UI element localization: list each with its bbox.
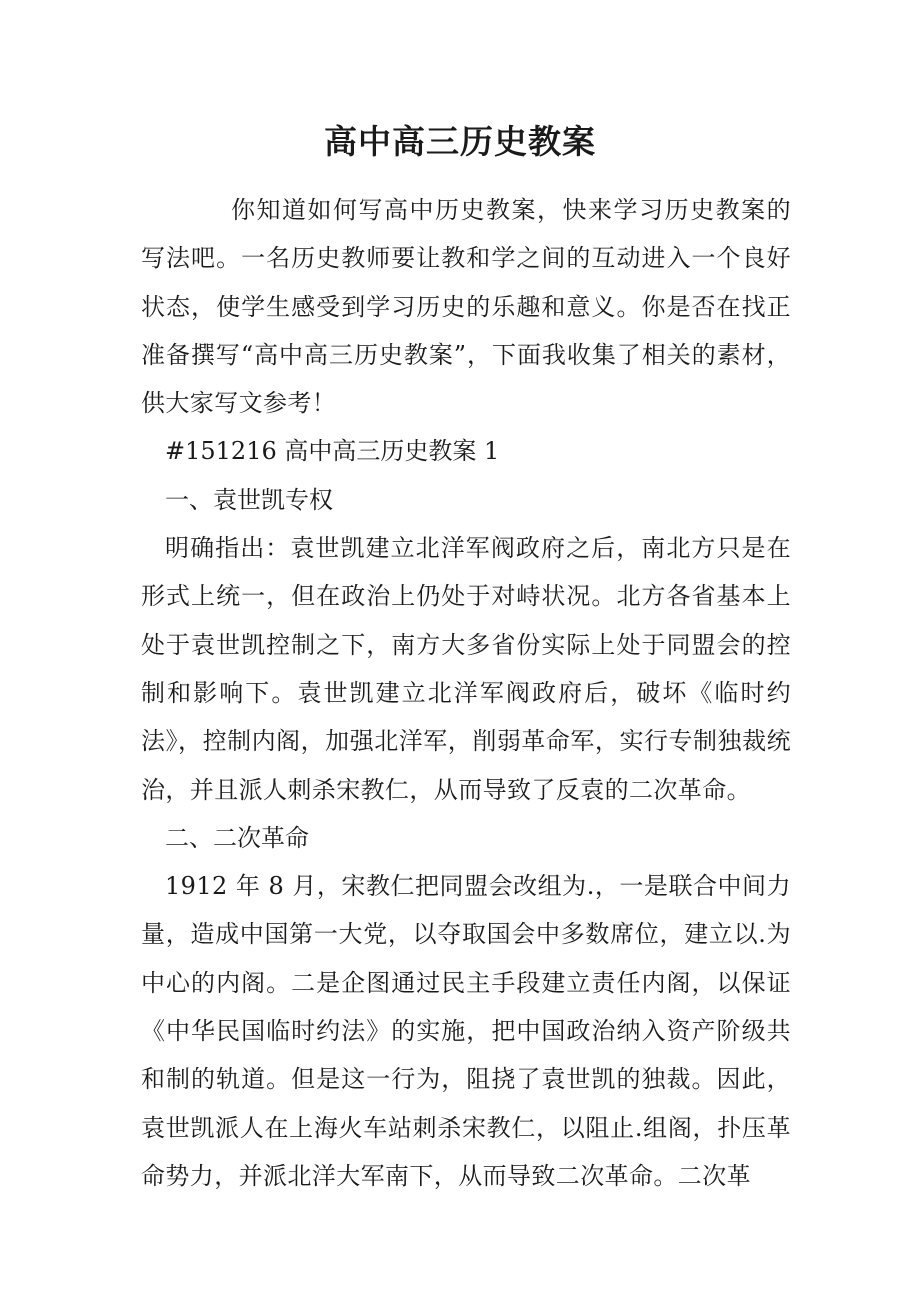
article-label: #151216 高中高三历史教案 1	[165, 437, 500, 466]
section-heading-2: 二、二次革命	[165, 823, 309, 852]
intro-paragraph: 你知道如何写高中历史教案，快来学习历史教案的写法吧。一名历史教师要让教和学之间的互动进入一个良好状态，使学生感受到学习历史的乐趣和意义。你是否在找正准备撰写“高中高三历史教案”，下面我收集了相关的素材，供大家写文参考！	[141, 196, 791, 418]
document-title: 高中高三历史教案	[324, 122, 596, 161]
section-paragraph-1: 明确指出：袁世凯建立北洋军阀政府之后，南北方只是在形式上统一，但在政治上仍处于对峙状况。北方各省基本上处于袁世凯控制之下，南方大多省份实际上处于同盟会的控制和影响下。袁世凯建立北洋军阀政府后，破坏《临时约法》，控制内阁，加强北洋军，削弱革命军，实行专制独裁统治，并且派人刺杀宋教仁，从而导致了反袁的二次革命。	[141, 534, 791, 804]
document-body	[141, 186, 791, 1200]
section-paragraph-2: 1912 年 8 月，宋教仁把同盟会改组为.，一是联合中间力量，造成中国第一大党，以夺取国会中多数席位，建立以.为中心的内阁。二是企图通过民主手段建立责任内阁，以保证《中华民国临时约法》的实施，把中国政治纳入资产阶级共和制的轨道。但是这一行为，阻挠了袁世凯的独裁。因此，袁世凯派人在上海火车站刺杀宋教仁，以阻止.组阁，扑压革命势力，并派北洋大军南下，从而导致二次革命。二次革	[141, 872, 791, 1190]
section-heading-1: 一、袁世凯专权	[165, 485, 333, 514]
